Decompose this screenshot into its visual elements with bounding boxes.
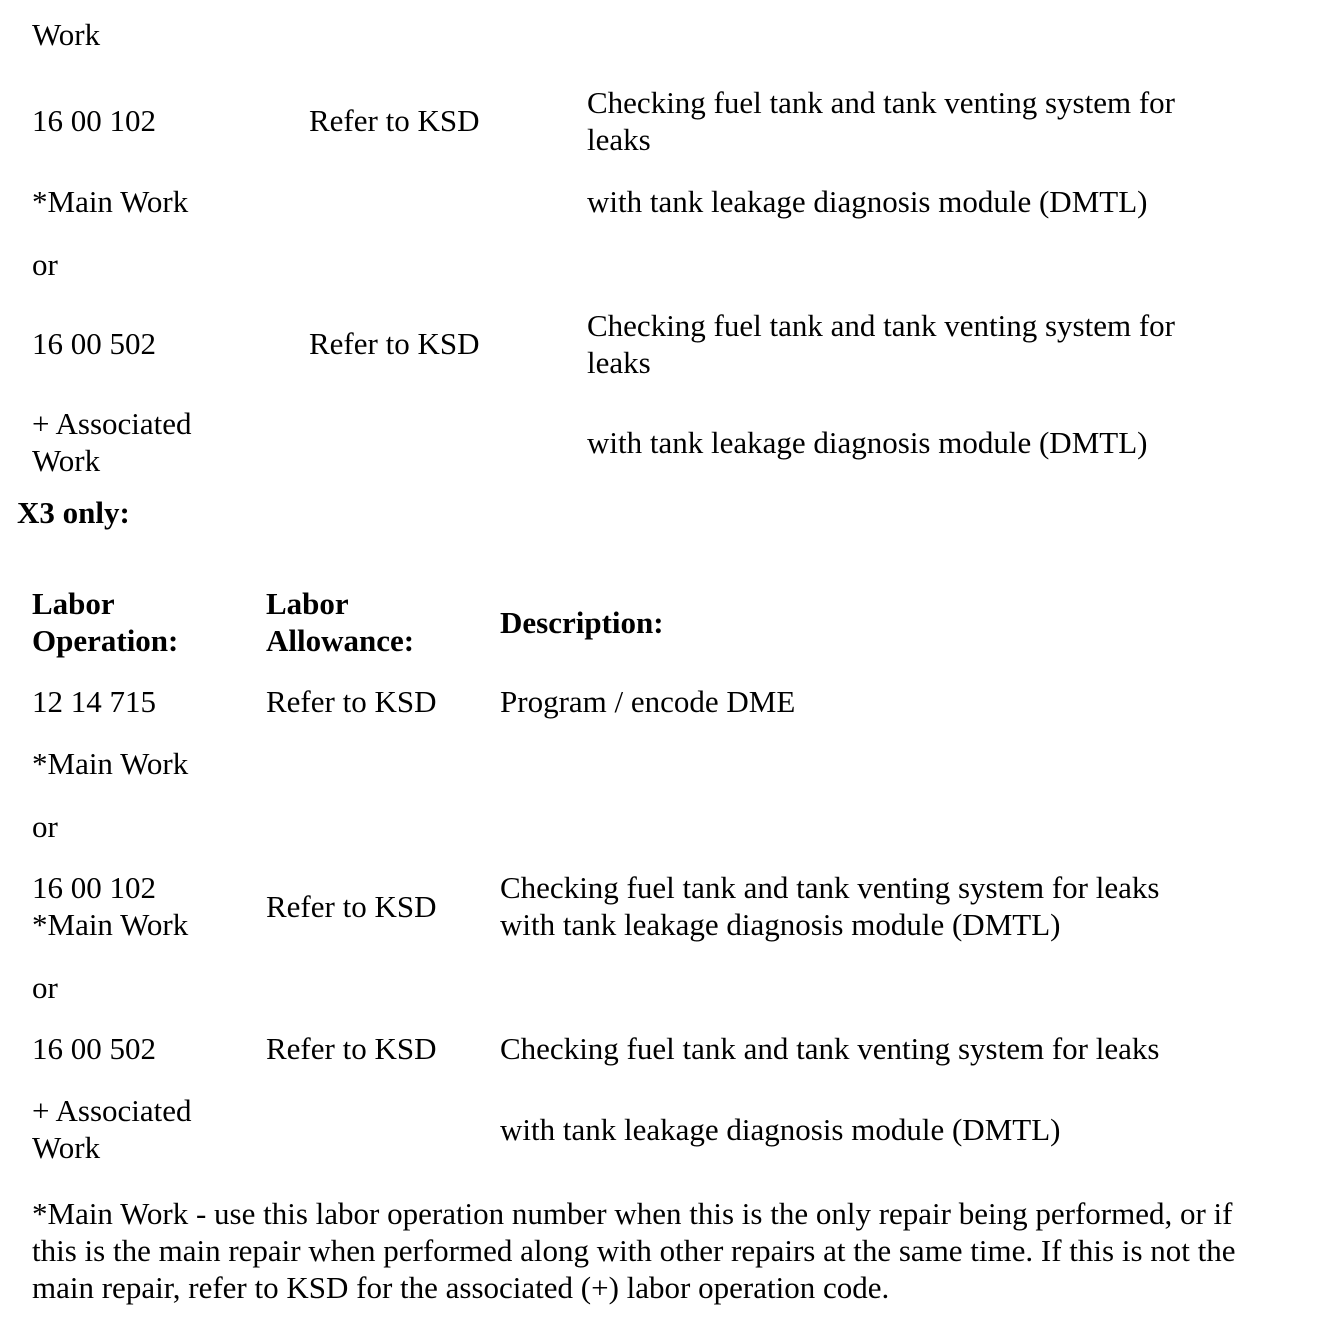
x3-row-6-allowance: Refer to KSD xyxy=(266,1031,437,1066)
x3-row-7-description: with tank leakage diagnosis module (DMTL) xyxy=(500,1112,1061,1147)
top-row-2-operation: 16 00 102 xyxy=(32,103,156,138)
footnote: *Main Work - use this labor operation number when this is the only repair being performed, or if this is the main repair when performed along with other repairs at the same time. If this is not the main repair, refer to KSD for the associated (+) labor operation code. xyxy=(32,1196,1236,1305)
top-row-5-operation: 16 00 502 xyxy=(32,326,156,361)
top-row-5-description: Checking fuel tank and tank venting system for leaks xyxy=(587,308,1176,380)
x3-row-7-operation: + Associated Work xyxy=(32,1093,192,1165)
top-row-6-operation: + Associated Work xyxy=(32,406,192,478)
top-row-1-operation: Work xyxy=(32,17,101,52)
x3-row-2-operation: *Main Work xyxy=(32,746,189,781)
x3-row-6-operation: 16 00 502 xyxy=(32,1031,156,1066)
top-row-2-description: Checking fuel tank and tank venting system for leaks xyxy=(587,85,1176,157)
x3-row-4-operation: 16 00 102 *Main Work xyxy=(32,870,189,942)
x3-row-3-operation: or xyxy=(32,809,58,844)
top-row-5-allowance: Refer to KSD xyxy=(309,326,480,361)
top-row-6-description: with tank leakage diagnosis module (DMTL) xyxy=(587,425,1148,460)
top-row-3-description: with tank leakage diagnosis module (DMTL) xyxy=(587,184,1148,219)
header-labor-operation: Labor Operation: xyxy=(32,586,179,658)
top-row-3-operation: *Main Work xyxy=(32,184,189,219)
x3-row-1-description: Program / encode DME xyxy=(500,684,796,719)
header-description: Description: xyxy=(500,605,664,640)
x3-row-5-operation: or xyxy=(32,970,58,1005)
top-row-2-allowance: Refer to KSD xyxy=(309,103,480,138)
section-heading-x3: X3 only: xyxy=(17,495,130,530)
x3-row-1-operation: 12 14 715 xyxy=(32,684,156,719)
x3-row-1-allowance: Refer to KSD xyxy=(266,684,437,719)
x3-row-6-description: Checking fuel tank and tank venting system for leaks xyxy=(500,1031,1160,1066)
header-labor-allowance: Labor Allowance: xyxy=(266,586,415,658)
top-row-4-operation: or xyxy=(32,247,58,282)
x3-row-4-description: Checking fuel tank and tank venting system for leaks with tank leakage diagnosis module (DMTL) xyxy=(500,870,1160,942)
x3-row-4-allowance: Refer to KSD xyxy=(266,889,437,924)
